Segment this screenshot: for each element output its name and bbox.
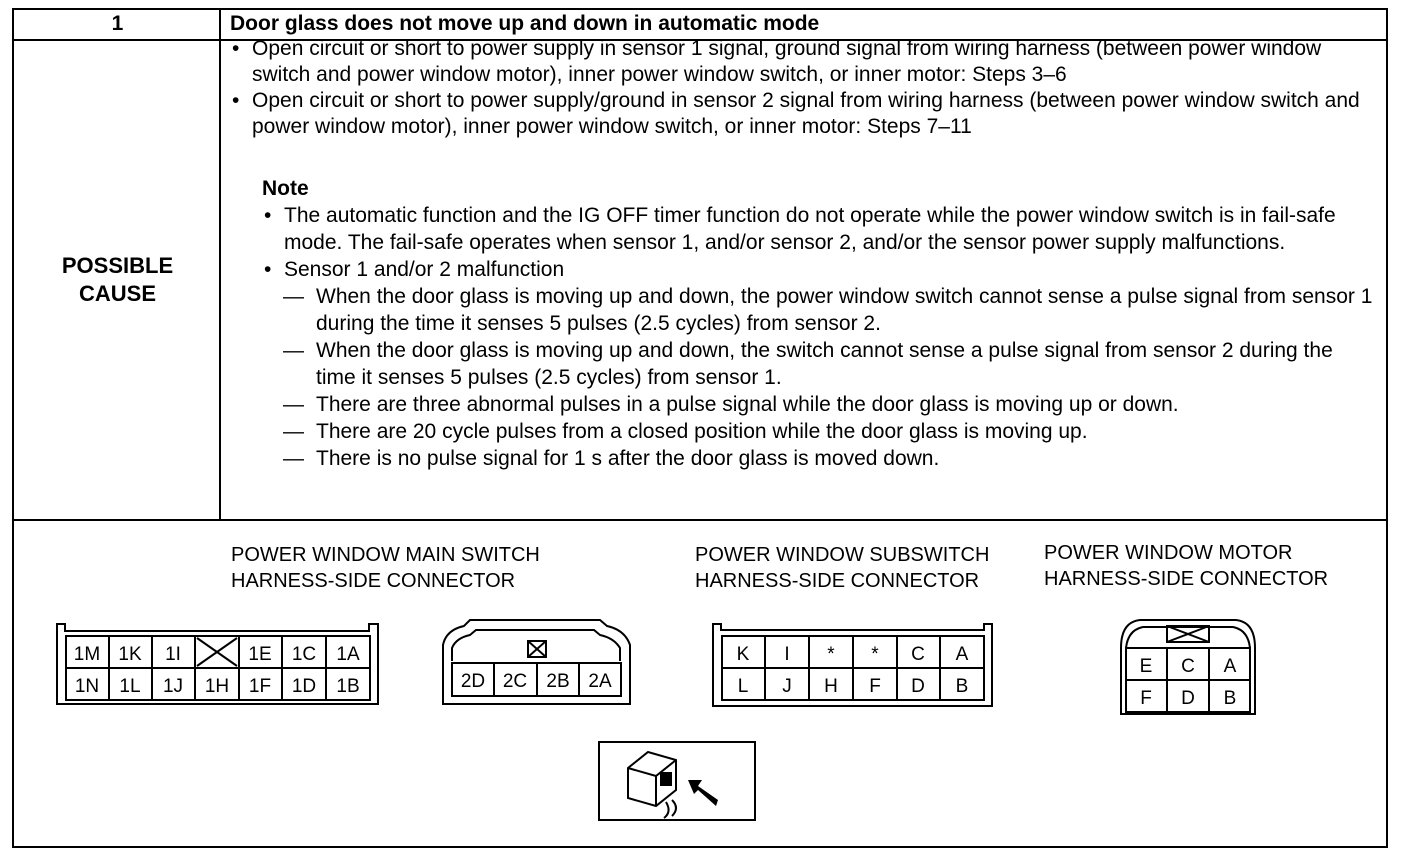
- pin-1B: 1B: [336, 676, 360, 697]
- motor-pin-A: A: [1223, 656, 1237, 677]
- pin-unused-1: *: [827, 644, 835, 665]
- motor-pin-C: C: [1181, 656, 1195, 677]
- motor-pin-B: B: [1223, 688, 1237, 709]
- view-direction-icon: [628, 752, 718, 818]
- pin-2B: 2B: [546, 671, 570, 692]
- motor-pin-F: F: [1140, 688, 1152, 709]
- pin-H: H: [824, 676, 838, 697]
- cause-bullet-2: • Open circuit or short to power supply/ground in sensor 2 signal from wiring harness (between power window switch and power window motor), inner power window switch, or inner motor: Steps 7–11: [218, 88, 1368, 140]
- pin-1F: 1F: [248, 676, 272, 697]
- pin-unused-2: *: [871, 644, 879, 665]
- note-dash-2: — When the door glass is moving up and down, the switch cannot sense a pulse signal from sensor 2 during the time it senses 5 pulses (2.5 cycles) from sensor 1.: [250, 337, 1376, 391]
- note-heading: Note: [262, 177, 309, 200]
- cause-bullet-1: • Open circuit or short to power supply in sensor 1 signal, ground signal from wiring harness (between power window switch and power window motor), inner power window switch, or inner motor: Steps 3–6: [218, 36, 1368, 88]
- note-dash-4: — There are 20 cycle pulses from a closed position while the door glass is moving up.: [250, 418, 1376, 445]
- subswitch-label: POWER WINDOW SUBSWITCH HARNESS-SIDE CONNECTOR: [695, 544, 990, 592]
- note-dash-1: — When the door glass is moving up and down, the power window switch cannot sense a pulse signal from sensor 1 during the time it senses 5 pulses (2.5 cycles) from sensor 2.: [250, 283, 1376, 337]
- motor-pin-E: E: [1139, 656, 1153, 677]
- symptom-title: Door glass does not move up and down in automatic mode: [230, 12, 820, 35]
- pin-1N: 1N: [74, 676, 100, 697]
- pin-2C: 2C: [502, 671, 528, 692]
- pin-1K: 1K: [118, 644, 142, 665]
- pin-L: L: [737, 676, 749, 697]
- pin-A: A: [955, 644, 969, 665]
- pin-F: F: [869, 676, 881, 697]
- pin-K: K: [736, 644, 750, 665]
- motor-label: POWER WINDOW MOTOR HARNESS-SIDE CONNECTOR: [1044, 542, 1329, 590]
- pin-1A: 1A: [336, 644, 360, 665]
- pin-J: J: [782, 676, 792, 697]
- pin-I: I: [784, 644, 790, 665]
- pin-D: D: [911, 676, 925, 697]
- note-bullet-1: • The automatic function and the IG OFF timer function do not operate while the power window switch is in fail-safe mode. The fail-safe operates when sensor 1, and/or sensor 2, and/or the sensor power supply malfunctions.: [250, 202, 1376, 256]
- pin-1M: 1M: [73, 644, 101, 665]
- pin-1L: 1L: [119, 676, 141, 697]
- pin-2A: 2A: [588, 671, 612, 692]
- note-dash-5: — There is no pulse signal for 1 s after the door glass is moved down.: [250, 445, 1376, 472]
- possible-cause-label: POSSIBLE CAUSE: [61, 253, 174, 306]
- pin-B: B: [955, 676, 969, 697]
- pin-1J: 1J: [162, 676, 184, 697]
- pin-1C: 1C: [291, 644, 317, 665]
- pin-1I: 1I: [165, 644, 181, 665]
- note-bullet-2: • Sensor 1 and/or 2 malfunction: [250, 256, 1376, 283]
- troubleshooting-code: 1: [111, 12, 124, 35]
- pin-1H: 1H: [204, 676, 230, 697]
- pin-2D: 2D: [460, 671, 486, 692]
- motor-pin-D: D: [1181, 688, 1195, 709]
- pin-1D: 1D: [291, 676, 317, 697]
- main-switch-label: POWER WINDOW MAIN SWITCH HARNESS-SIDE CONNECTOR: [231, 544, 540, 592]
- note-dash-3: — There are three abnormal pulses in a pulse signal while the door glass is moving up or down.: [250, 391, 1376, 418]
- pin-1E: 1E: [248, 644, 272, 665]
- pin-C: C: [911, 644, 925, 665]
